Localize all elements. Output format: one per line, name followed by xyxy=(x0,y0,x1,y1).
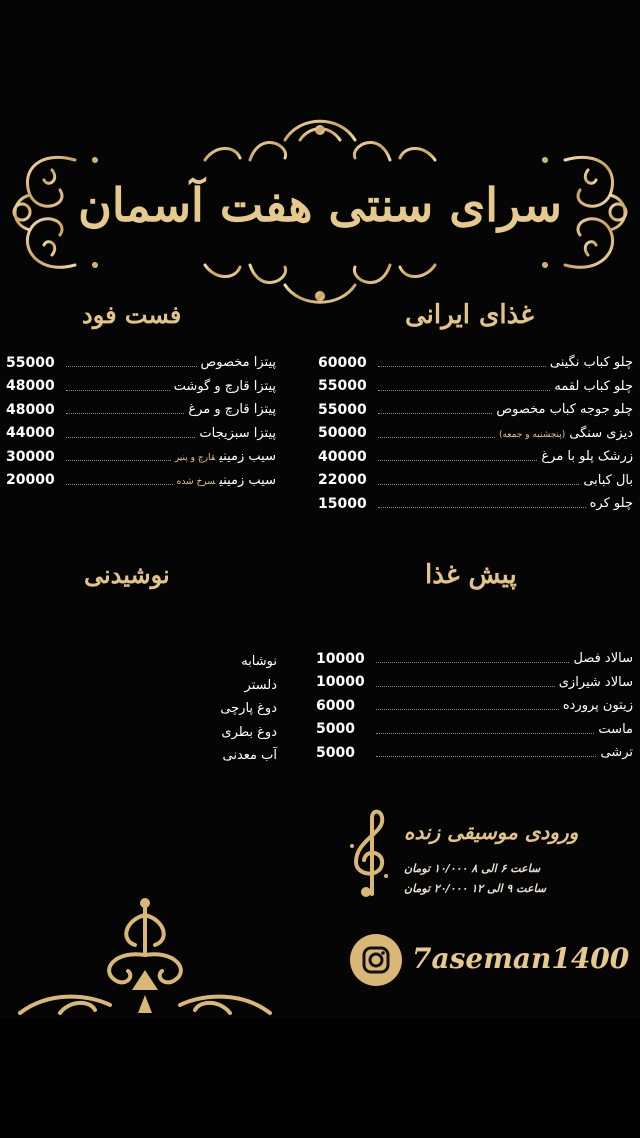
menu-item xyxy=(316,671,633,695)
drink-item: دوغ بطری xyxy=(221,724,277,740)
dot-leader xyxy=(378,460,537,461)
section-title-drinks: نوشیدنی xyxy=(84,560,170,589)
section-title-iranian: غذای ایرانی xyxy=(405,300,534,330)
menu-item xyxy=(6,398,276,422)
dot-leader xyxy=(66,413,184,414)
dot-leader xyxy=(378,484,579,485)
appetizer-menu xyxy=(316,647,633,765)
item-price: 48000 xyxy=(6,401,55,418)
dot-leader xyxy=(378,366,546,367)
instagram-icon xyxy=(350,934,402,986)
item-note: سرخ شده xyxy=(176,476,216,487)
menu-item xyxy=(6,469,276,493)
item-price: 55000 xyxy=(318,378,367,395)
instagram-handle[interactable]: 7aseman1400 xyxy=(412,942,630,975)
dot-leader xyxy=(66,366,197,367)
item-name: زرشک پلو با مرغ xyxy=(541,449,633,465)
item-price: 22000 xyxy=(318,472,367,489)
item-name xyxy=(177,473,276,488)
item-price: 10000 xyxy=(316,674,365,691)
menu-item xyxy=(318,351,633,375)
item-name-text: سیب زمینی xyxy=(219,472,276,488)
item-price: 5000 xyxy=(316,744,355,761)
item-note: (پنجشنبه و جمعه) xyxy=(498,429,566,440)
restaurant-title: سرای سنتی هفت آسمان xyxy=(78,178,562,232)
dot-leader xyxy=(376,709,559,710)
menu-item xyxy=(6,375,276,399)
menu-item xyxy=(318,422,633,446)
dot-leader xyxy=(66,484,173,485)
dot-leader xyxy=(376,662,569,663)
item-name: پیتزا قارچ و مرغ xyxy=(188,402,276,418)
menu-item xyxy=(318,398,633,422)
live-music-block xyxy=(344,806,584,916)
live-music-title: ورودی موسیقی زنده xyxy=(404,820,579,844)
live-music-time-1: ساعت ۶ الی ۸ ۱۰/۰۰۰ تومان xyxy=(404,862,541,875)
item-price: 60000 xyxy=(318,354,367,371)
item-name: ترشی xyxy=(600,745,633,761)
menu-item xyxy=(6,351,276,375)
live-music-time-2: ساعت ۹ الی ۱۲ ۲۰/۰۰۰ تومان xyxy=(404,882,547,895)
item-name: زیتون پرورده xyxy=(562,698,633,714)
item-note: قارچ و پنیر xyxy=(174,453,216,464)
item-name: سالاد شیرازی xyxy=(558,674,633,690)
item-name: سالاد فصل xyxy=(573,651,633,667)
drink-item: نوشابه xyxy=(241,654,277,669)
drink-item: دوغ پارچی xyxy=(220,701,277,716)
menu-item xyxy=(316,647,633,671)
menu-item xyxy=(6,445,276,469)
item-name-text: سیب زمینی xyxy=(219,449,276,465)
item-name: پیتزا سبزیجات xyxy=(199,425,276,441)
dot-leader xyxy=(376,756,596,757)
item-name: پیتزا مخصوص xyxy=(200,355,276,371)
menu-item xyxy=(318,445,633,469)
menu-item xyxy=(316,718,633,742)
iranian-menu xyxy=(318,351,633,516)
menu-item xyxy=(318,469,633,493)
item-name: چلو کباب لقمه xyxy=(554,378,633,394)
menu-item xyxy=(318,492,633,516)
item-price: 5000 xyxy=(316,721,355,738)
dot-leader xyxy=(376,733,594,734)
drinks-menu xyxy=(220,650,277,768)
item-name: پیتزا قارچ و گوشت xyxy=(173,378,276,394)
item-price: 44000 xyxy=(6,425,55,442)
dot-leader xyxy=(378,507,586,508)
item-price: 20000 xyxy=(6,472,55,489)
item-price: 55000 xyxy=(6,354,55,371)
section-title-fastfood: فست فود xyxy=(82,300,182,329)
section-title-appetizer: پیش غذا xyxy=(425,560,517,590)
item-price: 55000 xyxy=(318,401,367,418)
menu-item xyxy=(316,741,633,765)
dot-leader xyxy=(378,413,492,414)
fastfood-menu xyxy=(6,351,276,492)
item-name xyxy=(175,449,276,464)
item-name xyxy=(499,426,633,441)
item-name: چلو جوجه کباب مخصوص xyxy=(496,402,633,418)
item-name-text: دیزی سنگی xyxy=(569,425,633,441)
item-price: 40000 xyxy=(318,448,367,465)
item-name: چلو کباب نگینی xyxy=(549,355,633,371)
drink-item: آب معدنی xyxy=(222,748,277,763)
dot-leader xyxy=(376,686,555,687)
instagram-block[interactable] xyxy=(350,934,630,986)
dot-leader xyxy=(378,437,495,438)
item-name: ماست xyxy=(598,721,633,737)
drink-item: دلستر xyxy=(244,677,277,693)
item-price: 50000 xyxy=(318,425,367,442)
item-name: بال کبابی xyxy=(583,472,633,488)
menu-item xyxy=(6,422,276,446)
item-price: 48000 xyxy=(6,378,55,395)
item-price: 15000 xyxy=(318,495,367,512)
menu-item xyxy=(316,694,633,718)
dot-leader xyxy=(66,390,170,391)
item-price: 10000 xyxy=(316,650,365,667)
dot-leader xyxy=(66,437,195,438)
item-price: 30000 xyxy=(6,448,55,465)
treble-clef-icon xyxy=(344,806,394,901)
item-name: چلو کره xyxy=(589,496,633,512)
dot-leader xyxy=(66,460,171,461)
dot-leader xyxy=(378,390,550,391)
menu-item xyxy=(318,375,633,399)
bottom-ornament-icon xyxy=(0,895,300,1018)
item-price: 6000 xyxy=(316,697,355,714)
